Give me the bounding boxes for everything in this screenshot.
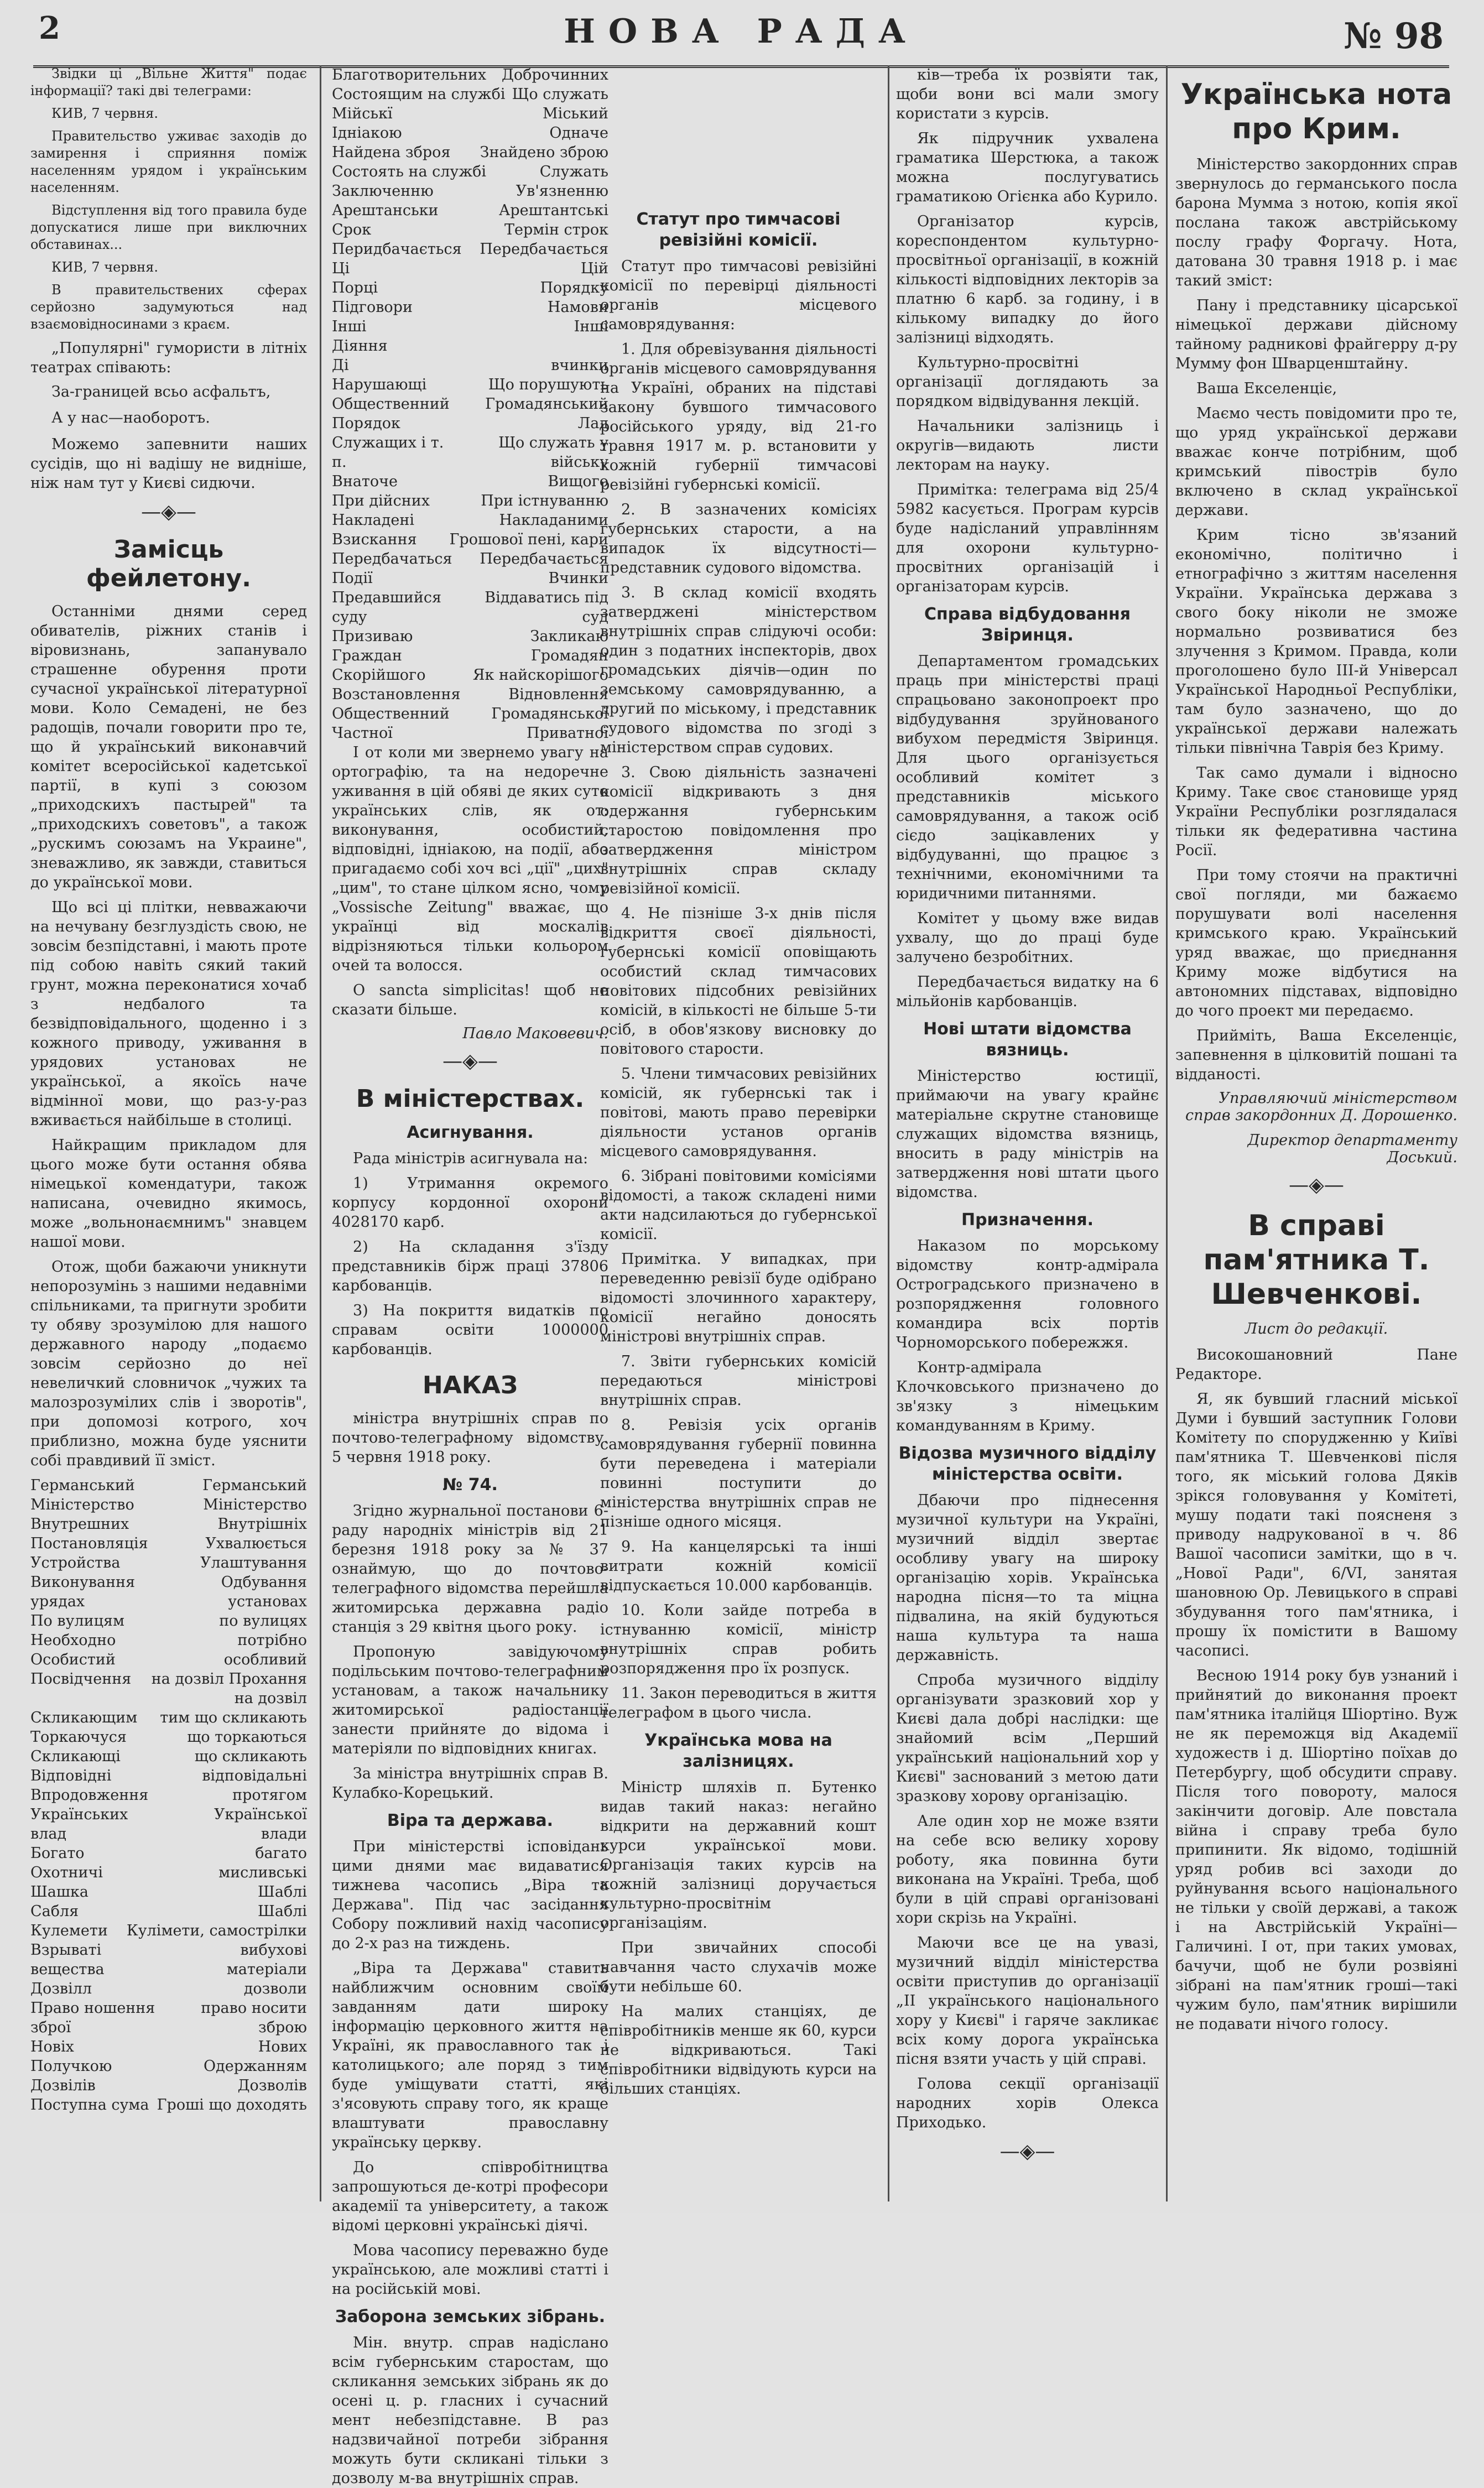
glossary-entry xyxy=(332,588,608,627)
glossary-term: Перидбачається xyxy=(332,241,462,258)
glossary-term: Взрываті вещества xyxy=(30,1942,105,1978)
paragraph: Примітка: телеграма від 25/4 5982 касується. Програм курсів буде надісланий управлінням для охорони культурно-просвітних організацій і організаторам курсів. xyxy=(896,481,1159,595)
verse-line: А у нас—наоборотъ. xyxy=(51,409,210,426)
paragraph: Передбачається видатку на 6 мільйонів карбованців. xyxy=(896,974,1159,1010)
glossary-term: Служащих і т. п. xyxy=(332,434,444,471)
paragraph: Так само думали і відносно Криму. Таке своє становище уряд України Республіки розглядалася тільки як федеративна частина Росії. xyxy=(1175,764,1457,859)
paragraph: 2) На складання з'їзду представників бірж праці 37806 карбованців. xyxy=(332,1238,608,1294)
column-1 xyxy=(30,65,307,2201)
signature: Управляючий міністерством справ закордонних Д. Дорошенко. xyxy=(1185,1090,1457,1124)
glossary-translation: протягом xyxy=(232,1787,307,1804)
glossary-entry xyxy=(332,394,608,414)
glossary-translation: Міський xyxy=(543,105,608,122)
paragraph: Пропоную завідуючому подільським почтово-телеграфним установам, а також начальнику житомирської радіостанції занести прийняте до відома і матеріяли по відповідних книгах. xyxy=(332,1643,608,1757)
glossary-translation: Внутрішніх xyxy=(217,1516,307,1533)
glossary-translation: мисливські xyxy=(218,1864,307,1881)
signature: Директор департаменту Доський. xyxy=(1247,1132,1457,1166)
section-ornament: —◈— xyxy=(1289,1174,1344,1196)
paragraph: Правительство уживає заходів до замирення і сприяння поміж населенням урядом і українським населенням. xyxy=(30,128,307,195)
glossary-entry xyxy=(30,1611,307,1631)
glossary-translation: Що служать у війську xyxy=(498,434,608,471)
glossary-term: Дозвілл xyxy=(30,1980,92,1997)
glossary-entry xyxy=(332,65,608,85)
glossary-term: Богато xyxy=(30,1845,85,1862)
glossary-entry xyxy=(332,259,608,278)
glossary-translation: Громадянської xyxy=(491,705,608,722)
issue-number: № 98 xyxy=(1344,15,1444,57)
glossary-entry xyxy=(30,1766,307,1786)
glossary-translation: Відновлення xyxy=(508,686,608,703)
paragraph: 10. Коли зайде потреба в істнуванню комісії, міністр внутрішніх справ робить розпорядження про їх розпуск. xyxy=(600,1602,877,1677)
glossary-translation: Ухвалюється xyxy=(205,1535,307,1552)
glossary-term: Мійськї xyxy=(332,105,393,122)
glossary-term: Шашка xyxy=(30,1883,88,1901)
glossary-entry xyxy=(30,1514,307,1534)
glossary-entry xyxy=(332,162,608,181)
glossary-translation: Одержанням xyxy=(204,2058,307,2075)
article-title: Відозва музичного відділу міністерства освіти. xyxy=(898,1444,1157,1484)
glossary-entry xyxy=(332,278,608,298)
glossary-term: При дійсних xyxy=(332,492,430,509)
article-title: Призначення. xyxy=(961,1210,1094,1230)
glossary-translation: вибухові матеріали xyxy=(226,1942,307,1978)
glossary-entry xyxy=(332,356,608,375)
paragraph: Прийміть, Ваша Екселенціє, запевнення в цілковитій пошані та відданості. xyxy=(1175,1027,1457,1083)
glossary-entry xyxy=(30,1747,307,1766)
glossary-translation: Нових xyxy=(258,2038,307,2055)
paragraph: Начальники залізниць і округів—видають листи лекторам на науку. xyxy=(896,418,1159,473)
glossary-term: Необходно xyxy=(30,1632,116,1649)
glossary-term: Кулемети xyxy=(30,1922,108,1939)
paragraph: 3. В склад комісії входять затверджені міністерством внутрішніх справ слідуючі особи: один з податних інспекторів, двох громадських діячів—один по земському самоврядуванню, а другий по міському, і представник судового відомства по згоді з міністерством справ судових. xyxy=(600,584,877,756)
column-rule xyxy=(888,65,889,2201)
glossary-term: Постановляція xyxy=(30,1535,148,1552)
paragraph: Що всі ці плітки, невважаючи на нечувану безглуздість свою, не зовсім безпідставні, і мають проте під собою навіть сякий такий грунт, можна переконатися хочаб з недбалого та безвідповідального, щоденно і з кожного приводу, уживання в урядових установах не української, а якоїсь наче відмінної мови, що раз-у-раз вживається найбільше в столиці. xyxy=(30,899,307,1129)
glossary-entry xyxy=(30,1844,307,1863)
article-title: Замісць фейлетону. xyxy=(86,535,251,592)
paragraph: Дбаючи про піднесення музичної культури на Україні, музичний відділ звертає особливу увагу на широку організацію хорів. Українська народна пісня—то та міцна підвалина, на якій будуються наша культура та наша державність. xyxy=(896,1492,1159,1664)
glossary-entry xyxy=(30,1708,307,1727)
glossary-entry xyxy=(30,1998,307,2037)
paragraph: Маючи все це на увазі, музичний відділ міністерства освіти приступив до організації „II українського національного хору у Києві" і гаряче закликає всіх кому дорога українська пісня взяти участь у цій справі. xyxy=(896,1934,1159,2068)
glossary-translation: вчинки xyxy=(551,357,608,374)
glossary-translation: Служать xyxy=(539,163,608,180)
glossary-term: Общественний xyxy=(332,705,450,722)
glossary-translation: Дозволів xyxy=(237,2077,307,2094)
paragraph: Найкращим прикладом для цього може бути остання обява німецької комендатури, також написана, очевидно якимось, може „вольнонаємнимъ" знавцем нашої мови. xyxy=(30,1137,307,1251)
glossary-translation: Вищого xyxy=(548,473,608,490)
glossary-term: Міністерство xyxy=(30,1496,134,1513)
glossary-entry xyxy=(332,685,608,704)
glossary-term: Устройства xyxy=(30,1554,121,1571)
glossary-translation: Улаштування xyxy=(200,1554,307,1571)
glossary-entry xyxy=(332,375,608,394)
glossary-term: Виконування xyxy=(30,1574,136,1591)
glossary-entry xyxy=(30,1863,307,1882)
glossary-translation: Термін строк xyxy=(504,221,608,238)
paragraph: „Популярні" гумористи в літніх театрах співають: xyxy=(30,340,307,376)
glossary-entry xyxy=(332,85,608,104)
glossary-translation: Германський xyxy=(202,1477,307,1494)
glossary-list xyxy=(30,1476,307,2115)
paragraph: Міністерство юстиції, приймаючи на увагу крайнє матеріальне скрутне становище служащих відомства вязниць, вносить в раду міністрів на затвердження нові штати цього відомства. xyxy=(896,1068,1159,1201)
glossary-entry xyxy=(332,414,608,433)
paragraph: Примітка. У випадках, при переведенню ревізії буде одібрано відомості злочинного характеру, комісії негайно доносять міністрові внутрішніх справ. xyxy=(600,1251,877,1345)
glossary-entry xyxy=(332,569,608,588)
paragraph: „Віра та Держава" ставить найближчим основним своїм завданням дати широку інформацію церковного життя на Україні, як православного так і католицького; але поряд з тим буде уміщувати статті, які з'ясовують справу того, як краще влаштувати православну українську церкву. xyxy=(332,1960,608,2151)
glossary-translation: що торкаються xyxy=(187,1729,307,1746)
paragraph: Статут про тимчасові ревізійні комісії по перевірці діяльності органів місцевого самоврядування: xyxy=(600,258,877,333)
glossary-entry xyxy=(332,472,608,491)
paragraph: Наказом по морському відомству контр-адмірала Остроградського призначено в розпорядження головного командира всіх портів Чорноморського побережжя. xyxy=(896,1237,1159,1351)
glossary-term: Заключенню xyxy=(332,183,434,200)
masthead-title: НОВА РАДА xyxy=(564,12,919,51)
glossary-term: Право ношення зброї xyxy=(30,2000,155,2036)
glossary-entry xyxy=(30,2076,307,2095)
paragraph: Голова секції організації народних хорів Олекса Приходько. xyxy=(896,2075,1159,2131)
glossary-term: Порядок xyxy=(332,415,400,432)
glossary-translation: Передбачається xyxy=(480,550,608,568)
glossary-term: Скликающі xyxy=(30,1748,121,1765)
glossary-translation: Шаблі xyxy=(258,1903,307,1920)
glossary-entry xyxy=(30,1495,307,1514)
glossary-term: Передбачаться xyxy=(332,550,452,568)
paragraph: Крим тісно зв'язаний економічно, політично і етнографічно з життям населення України. Українська держава з свого боку ніколи не зможе нормально розвиватися без злучення з Кримом. Правда, коли проголошено було ІІІ-й Універсал Української Народньої Республіки, там було зазначено, що до української держави належать тільки північна Таврія без Криму. xyxy=(1175,527,1457,757)
glossary-term: Діяння xyxy=(332,337,388,355)
paragraph: При тому стоячи на практичні свої погляди, ми бажаємо порушувати волі населення кримського краю. Український уряд вважає, що приєднання Криму може відбутися на автономних підставах, відповідно до чого проект ми передаємо. xyxy=(1175,867,1457,1019)
paragraph: Організатор курсів, кореспондентом культурно-просвітньої організації, в кожній кількості відповідних лекторів за платню 6 карб. за годину, і в кількому випадку до його залізниці відходять. xyxy=(896,213,1159,346)
glossary-translation: Закликаю xyxy=(530,628,608,645)
glossary-term: Состоящим на службі xyxy=(332,86,506,103)
glossary-translation: Інші xyxy=(574,318,608,335)
glossary-term: Предавшийся суду xyxy=(332,589,441,626)
glossary-entry xyxy=(332,298,608,317)
glossary-entry xyxy=(332,665,608,685)
glossary-term: Особистий xyxy=(30,1651,116,1668)
glossary-term: Торкаючуся xyxy=(30,1729,127,1746)
glossary-term: Ідніакою xyxy=(332,124,402,142)
paragraph: 7. Звіти губернських комісій передаються міністрові внутрішніх справ. xyxy=(600,1353,877,1409)
glossary-translation: Приватної xyxy=(527,725,608,742)
glossary-term: Найдена зброя xyxy=(332,144,451,161)
glossary-translation: Міністерство xyxy=(203,1496,307,1513)
glossary-entry xyxy=(332,123,608,143)
paragraph: Культурно-просвітні організації доглядають за порядком відвідування лекцій. xyxy=(896,354,1159,410)
glossary-term: Українських влад xyxy=(30,1806,128,1842)
paragraph: КИВ, 7 червня. xyxy=(51,106,159,121)
glossary-term: Частної xyxy=(332,725,393,742)
glossary-translation: тим що скликають xyxy=(160,1709,307,1726)
paragraph: Мова часопису переважно буде українською, але можливі статті і на російській мові. xyxy=(332,2242,608,2298)
paragraph: При міністерстві ісповідань цими днями має видаватися тижнева часопись „Віра та Держава". Під час засідання Собору пожливий нахід часопису до 2-х раз на тиждень. xyxy=(332,1838,608,1952)
paragraph: Як підручник ухвалена граматика Шерстюка, а також можна послугуватись граматикою Огієнка або Курило. xyxy=(896,130,1159,205)
signature: Павло Маковевич. xyxy=(462,1025,608,1042)
paragraph: 5. Члени тимчасових ревізійних комісій, як губернські так і повітові, мають право перевірки діяльности установ органів місцевого самоврядування. xyxy=(600,1065,877,1160)
glossary-term: Підговори xyxy=(332,299,413,316)
article-subtitle: Лист до редакції. xyxy=(1245,1320,1388,1337)
paragraph: Контр-адмірала Клочковського призначено до зв'язку з німецьким командуванням в Криму. xyxy=(896,1359,1159,1434)
glossary-translation: При істнуванню xyxy=(481,492,608,509)
glossary-translation: Одбування xyxy=(221,1574,307,1591)
paragraph: 11. Закон переводиться в життя телеграфом в цього числа. xyxy=(600,1685,877,1721)
glossary-entry xyxy=(332,181,608,201)
paragraph: О sancta simplicitas! щоб не сказати більше. xyxy=(332,982,608,1018)
glossary-translation: Накладаними xyxy=(499,512,608,529)
glossary-entry xyxy=(30,1534,307,1553)
glossary-term: Внутрешних xyxy=(30,1516,129,1533)
glossary-term: Охотничі xyxy=(30,1864,103,1881)
glossary-term: Події xyxy=(332,570,373,587)
glossary-term: Срок xyxy=(332,221,372,238)
verse-line: За-границей всьо асфальтъ, xyxy=(51,383,271,400)
glossary-translation: Намови xyxy=(547,299,608,316)
glossary-entry xyxy=(30,1805,307,1844)
glossary-translation: Як найскорішого xyxy=(472,667,608,684)
glossary-entry xyxy=(332,433,608,472)
column-3 xyxy=(600,65,877,2201)
glossary-term: Благотворительних xyxy=(332,66,487,84)
paragraph: Відступлення від того правила буде допускатися лише при виключних обставинах... xyxy=(30,202,307,252)
glossary-entry xyxy=(30,1553,307,1573)
glossary-translation: Порядку xyxy=(540,279,608,296)
glossary-translation: Арештантські xyxy=(498,202,608,219)
section-ornament: —◈— xyxy=(141,501,196,523)
paragraph: 8. Ревізія усіх органів самоврядування губернії повинна бути переведена і матеріали повинні поступити до міністерства внутрішніх справ не пізніше одного місяця. xyxy=(600,1417,877,1531)
paragraph: Мін. внутр. справ надіслано всім губернським старостам, що скликання земських зібрань як до осені ц. р. гласних і сучасний мент небезпідставне. В раз надзвичайної потреби зібрання можуть бути скликані тільки з дозволу м-ва внутрішніх справ. xyxy=(332,2334,608,2487)
glossary-entry xyxy=(332,724,608,743)
glossary-term: Впродовження xyxy=(30,1787,149,1804)
article-title: Справа відбудовання Звіринця. xyxy=(924,605,1131,645)
paragraph: За міністра внутрішніх справ В. Кулабко-Корецький. xyxy=(332,1765,608,1802)
article-title: Віра та держава. xyxy=(387,1811,554,1830)
glossary-term: Состоять на службі xyxy=(332,163,487,180)
glossary-entry xyxy=(332,104,608,123)
section-title: В міністерствах. xyxy=(356,1085,585,1113)
article-title: НАКАЗ xyxy=(422,1371,518,1399)
glossary-entry xyxy=(30,2095,307,2115)
paragraph: Останніми днями серед обивателів, ріжних станів і віровизнань, запанувало страшенне обурення проти сучасної української літературної мови. Коло Семадені, не без радощів, почали говорити про те, що й український виконавчий комітет всеросійської кадетської партії, в купі з союзом „приходскихъ пастырей" та „приходскихъ советовъ", а також „рускимъ союзамъ на Украине", зневажливо, як завжди, ставиться до української мови. xyxy=(30,603,307,891)
glossary-entry xyxy=(332,201,608,220)
column-rule xyxy=(320,65,321,2201)
glossary-term: Скорійшого xyxy=(332,667,426,684)
glossary-entry xyxy=(30,1902,307,1921)
glossary-translation: Ув'язненню xyxy=(516,183,608,200)
article-title: Нові штати відомства вязниць. xyxy=(923,1019,1132,1060)
page-number: 2 xyxy=(39,10,60,46)
glossary-entry xyxy=(332,491,608,511)
paragraph: 4. Не пізніше 3-х днів після відкриття своєї діяльності, губернські комісії оповіщають особистий склад тимчасових повітових підсобних ревізійних комісій, в кількості не більше 5-ти осіб, в обов'язкову висновку до повітового старости. xyxy=(600,905,877,1058)
paragraph: На малих станціях, де співробітників менше як 60, курси не відкриваються. Такі співробітники відвідують курси на більших станціях. xyxy=(600,2003,877,2097)
glossary-translation: Громадян xyxy=(530,647,608,664)
article-title: Українська мова на залізницях. xyxy=(644,1731,832,1771)
page-header xyxy=(33,10,1449,68)
column-4 xyxy=(896,65,1159,2201)
glossary-entry xyxy=(332,549,608,569)
paragraph: 3. Свою діяльність зазначені комісії відкривають з дня одержання губернським старостою повідомлення про затвердження міністром внутрішніх справ складу ревізійної комісії. xyxy=(600,764,877,897)
paragraph: І от коли ми звернемо увагу на ортографію, та на недоречне уживання в цій обяві де яких суто українських слів, як от: виконування, особистий, відповідні, ідніакою, на події, або пригадаємо собі хоч всі „ції" „цих" „цим", то стане цілком ясно, чому „Vossische Zeitung" вважає, що українці від москалів відрізняються тільки кольором очей та волосся. xyxy=(332,744,608,974)
paragraph: Отож, щоби бажаючи уникнути непорозумінь з нашими недавніми спільниками, та пригнути зробити ту обяву зрозумілою для нашого державного народу „подаємо зовсім серйозно до неї невеличкий словничок „чужих та малозрозумілих слів і зворотів", при допомозі котрого, хоч приблизно, можна буде уяснити собі правдивий її зміст. xyxy=(30,1258,307,1469)
glossary-entry xyxy=(332,240,608,259)
glossary-term: Посвідчення xyxy=(30,1670,132,1688)
glossary-term: Поступна сума xyxy=(30,2096,149,2114)
glossary-entry xyxy=(30,2037,307,2057)
glossary-translation: Знайдено зброю xyxy=(480,144,608,161)
paragraph: При звичайних способі навчання часто слухачів може бути небільше 60. xyxy=(600,1939,877,1995)
paragraph: 1) Утримання окремого корпусу кордонної охорони 4028170 карб. xyxy=(332,1175,608,1231)
glossary-entry xyxy=(30,1650,307,1669)
glossary-translation: Передбачається xyxy=(480,241,608,258)
article-title: Заборона земських зібрань. xyxy=(335,2307,606,2326)
glossary-entry xyxy=(332,220,608,240)
paragraph: Високошановний Пане Редакторе. xyxy=(1175,1346,1457,1383)
glossary-entry xyxy=(332,646,608,665)
glossary-entry xyxy=(332,627,608,646)
paragraph: Департаментом громадських праць при міністерстві праці спрацьовано законопроект про відбудування зруйнованого вибухом передмістя Звіринця. Для цього організується особливий комітет з представників міського самоврядування, а також осіб сієдо зацікавлених у відбудуванні, що працює з технічними, економічними та юридичними питаннями. xyxy=(896,653,1159,902)
paragraph: Ваша Екселенціє, xyxy=(1196,380,1337,397)
paragraph: 1. Для обревізування діяльності органів місцевого самоврядування на Україні, обраних на підставі закону бувшого тимчасового російського уряду, від 21-го травня 1917 м. р. встановити у кожній губернії тимчасові ревізійні губернські комісії. xyxy=(600,341,877,493)
paragraph: Рада міністрів асигнувала на: xyxy=(353,1150,589,1167)
glossary-entry xyxy=(332,530,608,549)
glossary-term: Призиваю xyxy=(332,628,413,645)
glossary-term: Інші xyxy=(332,318,367,335)
paragraph: Комітет у цьому вже видав ухвалу, що до праці буде залучено безробітних. xyxy=(896,910,1159,966)
glossary-term: Арештанськи xyxy=(332,202,439,219)
article-title: Українська нота про Крим. xyxy=(1180,78,1452,145)
glossary-term: Ці xyxy=(332,260,350,277)
column-rule xyxy=(1166,65,1168,2201)
glossary-translation: Громадянський xyxy=(485,395,608,413)
glossary-translation: установах xyxy=(228,1593,307,1610)
glossary-translation: Доброчинних xyxy=(501,66,608,84)
glossary-translation: особливий xyxy=(223,1651,307,1668)
glossary-entry xyxy=(30,1727,307,1747)
paragraph: Згідно журнальної постанови 6-раду народніх міністрів від 21 березня 1918 року за № 37 ознаймую, що до почтово-телеграфного відомства перейшла житомирська державна радіо станція з 29 квітня цього року. xyxy=(332,1502,608,1636)
article-title: В справі пам'ятника Т. Шевченкові. xyxy=(1203,1209,1430,1311)
article-title: Статут про тимчасові ревізійні комісії. xyxy=(636,210,841,250)
glossary-term: Скликающим xyxy=(30,1709,138,1726)
glossary-translation: Одначе xyxy=(549,124,608,142)
glossary-entry xyxy=(30,1882,307,1902)
glossary-translation: Грошової пені, кари xyxy=(449,531,608,548)
glossary-term: Сабля xyxy=(30,1903,79,1920)
paragraph: 2. В зазначених комісіях губернських старости, а на випадок їх відсутності—представник судового відомства. xyxy=(600,501,877,576)
paragraph: КИВ, 7 червня. xyxy=(51,259,159,275)
paragraph: Звідки ці „Вільне Життя" подає інформації? такі дві телеграми: xyxy=(30,66,307,98)
glossary-translation: Гроші що доходять xyxy=(157,2096,307,2114)
glossary-term: Накладені xyxy=(332,512,415,529)
paragraph: Міністерство закордонних справ звернулось до германського посла барона Мумма з нотою, копія якої послана також австрійському послу графу Форгачу. Нота, датована 30 травня 1918 р. і має такий зміст: xyxy=(1175,156,1457,289)
paragraph: Міністр шляхів п. Бутенко видав такий наказ: негайно відкрити на державний кошт курси української мови. Організація таких курсів на кожній залізниці доручається культурно-просвітнім організаціям. xyxy=(600,1779,877,1932)
glossary-translation: Кулімети, самострілки xyxy=(126,1922,307,1939)
glossary-term: Дозвілів xyxy=(30,2077,96,2094)
glossary-entry xyxy=(30,1476,307,1495)
glossary-term: Граждан xyxy=(332,647,402,664)
paragraph: 3) На покриття видатків по справам освіти 1000000 карбованців. xyxy=(332,1302,608,1358)
article-title: Асигнування. xyxy=(407,1123,534,1142)
glossary-translation: Лад xyxy=(577,415,608,432)
glossary-entry xyxy=(30,1631,307,1650)
paragraph: Але один хор не може взяти на себе всю велику хорову роботу, яка повинна бути виконана на Україні. Треба, щоб були в цій справі організовані хори скрізь на Україні. xyxy=(896,1813,1159,1927)
glossary-translation: дозволи xyxy=(243,1980,307,1997)
glossary-term: Нарушающі xyxy=(332,376,427,393)
glossary-term: Внаточе xyxy=(332,473,398,490)
paragraph: Спроба музичного відділу організувати зразковий хор у Києві дала добрі наслідки: ще знайомий всім „Перший український національний хор у Києві" заснований з метою дати зразкову хорову організацію. xyxy=(896,1672,1159,1805)
glossary-translation: Вчинки xyxy=(548,570,608,587)
paragraph: Весною 1914 року був узнаний і прийнятий до виконання проект пам'ятника італійця Шіортіно. Вуж не як переможця від Академії художеств і д. Шіортіно поїхав до Петербургу, щоб обсудити справу. Після того повороту, малося закінчити договір. Але повстала війна і справу треба було припинити. Як відомо, тодішній уряд робив всі заходи до руйнування всього національного не тільки у своїй державі, а також і на Австрійській Україні—Галичині. І от, при таких умовах, бачучи, щоб не були розвіяні зібрані на пам'ятник гроші—такі чужим було, пам'ятник вирішили не подавати нічого голосу. xyxy=(1175,1667,1457,2033)
glossary-entry xyxy=(332,143,608,162)
glossary-term: Новіх xyxy=(30,2038,74,2055)
glossary-term: Германський xyxy=(30,1477,135,1494)
glossary-entry xyxy=(332,704,608,724)
glossary-translation: потрібно xyxy=(237,1632,307,1649)
section-ornament: —◈— xyxy=(999,2140,1055,2163)
paragraph: В правительствених сферах серйозно задумуються над взаємовідносинами з краєм. xyxy=(30,282,307,332)
glossary-translation: Що служать xyxy=(512,86,608,103)
paragraph: Я, як бувший гласний міської Думи і бувший заступник Голови Комітету по спорудженню у Київі пам'ятника Т. Шевченкові після того, як міський голова Дяків зрікся головування у Комітеті, мушу подати такі поясненя з приводу надрукованої в ч. 86 Вашої часописи замітки, що в ч. „Нової Ради", 6/VI, занятая шановною Ор. Левицького в справі збудування того пам'ятника, і прошу їх помістити в Вашому часописі. xyxy=(1175,1391,1457,1659)
glossary-term: Получкою xyxy=(30,2058,112,2075)
paragraph: 6. Зібрані повітовими комісіями відомості, а також складені ними акти надсилаються до губернської комісії. xyxy=(600,1168,877,1243)
glossary-term: Відповідні xyxy=(30,1767,112,1784)
glossary-entry xyxy=(30,1940,307,1979)
glossary-entry xyxy=(30,1979,307,1998)
column-2 xyxy=(332,65,608,2487)
glossary-entry xyxy=(30,2057,307,2076)
glossary-translation: що скликають xyxy=(194,1748,307,1765)
order-number: № 74. xyxy=(442,1475,498,1495)
glossary-translation: право носити зброю xyxy=(201,2000,307,2036)
glossary-term: Порці xyxy=(332,279,378,296)
paragraph: ків—треба їх розвіяти так, щоби вони всі мали змогу користати з курсів. xyxy=(896,66,1159,122)
paragraph: Маємо честь повідомити про те, що уряд української держави вважає конче потрібним, щоб кримський півострів було включено в склад української держави. xyxy=(1175,405,1457,519)
glossary-translation: по вулицях xyxy=(219,1612,307,1630)
glossary-translation: Віддаватись під суд xyxy=(485,589,608,626)
glossary-translation: багато xyxy=(255,1845,307,1862)
paragraph: Пану і представнику цісарської німецької держави дійсному тайному радникові фрайгерру д-ру Мумму фон Шварценштайну. xyxy=(1175,297,1457,372)
glossary-entry xyxy=(332,511,608,530)
section-ornament: —◈— xyxy=(442,1050,498,1073)
glossary-term: Возстановлення xyxy=(332,686,461,703)
glossary-term: урядах xyxy=(30,1593,85,1610)
column-5 xyxy=(1175,65,1457,2201)
glossary-term: По вулицям xyxy=(30,1612,125,1630)
glossary-translation: Шаблі xyxy=(258,1883,307,1901)
glossary-entry xyxy=(332,317,608,336)
glossary-translation: на дозвіл Прохання на дозвіл xyxy=(151,1670,307,1707)
glossary-term: Взискання xyxy=(332,531,417,548)
glossary-term: Ді xyxy=(332,357,349,374)
glossary-entry xyxy=(30,1573,307,1592)
glossary-translation: Цій xyxy=(580,260,608,277)
glossary-entry xyxy=(30,1592,307,1611)
glossary-entry xyxy=(30,1786,307,1805)
glossary-entry xyxy=(30,1921,307,1940)
glossary-translation: відповідальні xyxy=(202,1767,307,1784)
glossary-list xyxy=(332,65,608,743)
glossary-translation: Української влади xyxy=(214,1806,307,1842)
glossary-entry xyxy=(332,336,608,356)
glossary-entry xyxy=(30,1669,307,1708)
glossary-translation: Що порушують xyxy=(488,376,608,393)
paragraph: міністра внутрішніх справ по почтово-телеграфному відомству. 5 червня 1918 року. xyxy=(332,1410,608,1466)
paragraph: Можемо запевнити наших сусідів, що ні вадішу не видніше, ніж нам тут у Києві сидючи. xyxy=(30,436,307,492)
paragraph: 9. На канцелярські та інші витрати кожній комісії відпускається 10.000 карбованців. xyxy=(600,1538,877,1594)
paragraph: До співробітництва запрошуються де-котрі професори академії та університету, а також відомі церковні українські діячі. xyxy=(332,2159,608,2234)
glossary-term: Общественний xyxy=(332,395,450,413)
